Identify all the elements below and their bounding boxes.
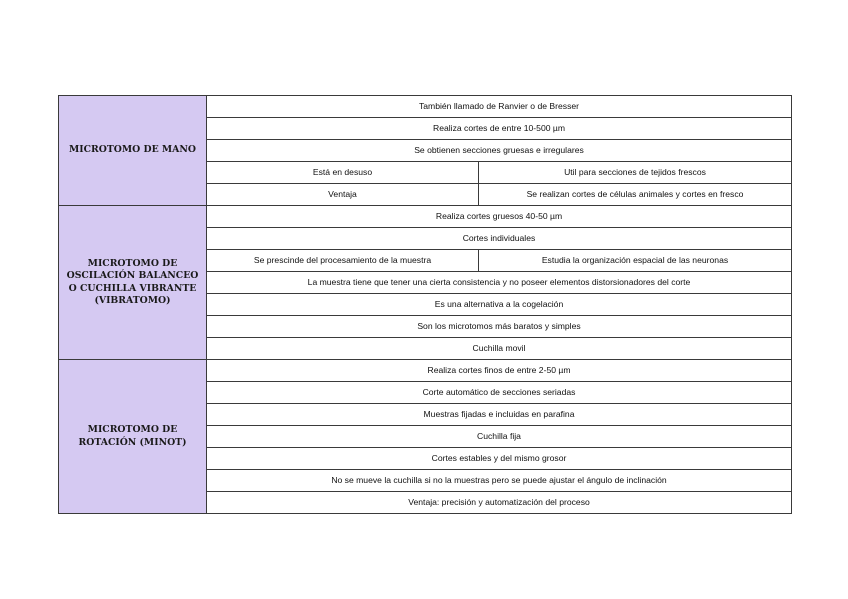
- table-row: [59, 360, 792, 382]
- table-cell: No se mueve la cuchilla si no la muestras pero se puede ajustar el ángulo de inclinación: [207, 470, 792, 492]
- table-cell: También llamado de Ranvier o de Bresser: [207, 96, 792, 118]
- table-cell: Se obtienen secciones gruesas e irregulares: [207, 140, 792, 162]
- table-cell: Cuchilla fija: [207, 426, 792, 448]
- table-cell: Son los microtomos más baratos y simples: [207, 316, 792, 338]
- section-title-microtomo-de-oscilacion-balanceo-o-cuchi: MICROTOMO DE OSCILACIÓN BALANCEO O CUCHILLA VIBRANTE (VIBRATOMO): [59, 206, 207, 360]
- table-cell: Cuchilla movil: [207, 338, 792, 360]
- table-cell: Realiza cortes finos de entre 2-50 µm: [207, 360, 792, 382]
- table-cell: Ventaja: precisión y automatización del proceso: [207, 492, 792, 514]
- table-cell: Es una alternativa a la cogelación: [207, 294, 792, 316]
- table-cell-left: Se prescinde del procesamiento de la muestra: [207, 250, 479, 272]
- table-cell: La muestra tiene que tener una cierta consistencia y no poseer elementos distorsionadores del corte: [207, 272, 792, 294]
- table-cell-right: Se realizan cortes de células animales y cortes en fresco: [479, 184, 792, 206]
- table-cell: Realiza cortes de entre 10-500 µm: [207, 118, 792, 140]
- table-cell: Cortes estables y del mismo grosor: [207, 448, 792, 470]
- table-cell-left: Ventaja: [207, 184, 479, 206]
- section-title-microtomo-de-mano: MICROTOMO DE MANO: [59, 96, 207, 206]
- table-cell: Corte automático de secciones seriadas: [207, 382, 792, 404]
- table-cell: Realiza cortes gruesos 40-50 µm: [207, 206, 792, 228]
- table-row: [59, 206, 792, 228]
- table-row: [59, 96, 792, 118]
- table-cell: Muestras fijadas e incluidas en parafina: [207, 404, 792, 426]
- table-body: [59, 96, 792, 514]
- table-cell-right: Estudia la organización espacial de las neuronas: [479, 250, 792, 272]
- microtome-comparison-table: [58, 95, 792, 514]
- section-title-microtomo-de-rotacion-minot: MICROTOMO DE ROTACIÓN (MINOT): [59, 360, 207, 514]
- table-cell-right: Util para secciones de tejidos frescos: [479, 162, 792, 184]
- table-cell: Cortes individuales: [207, 228, 792, 250]
- table-cell-left: Está en desuso: [207, 162, 479, 184]
